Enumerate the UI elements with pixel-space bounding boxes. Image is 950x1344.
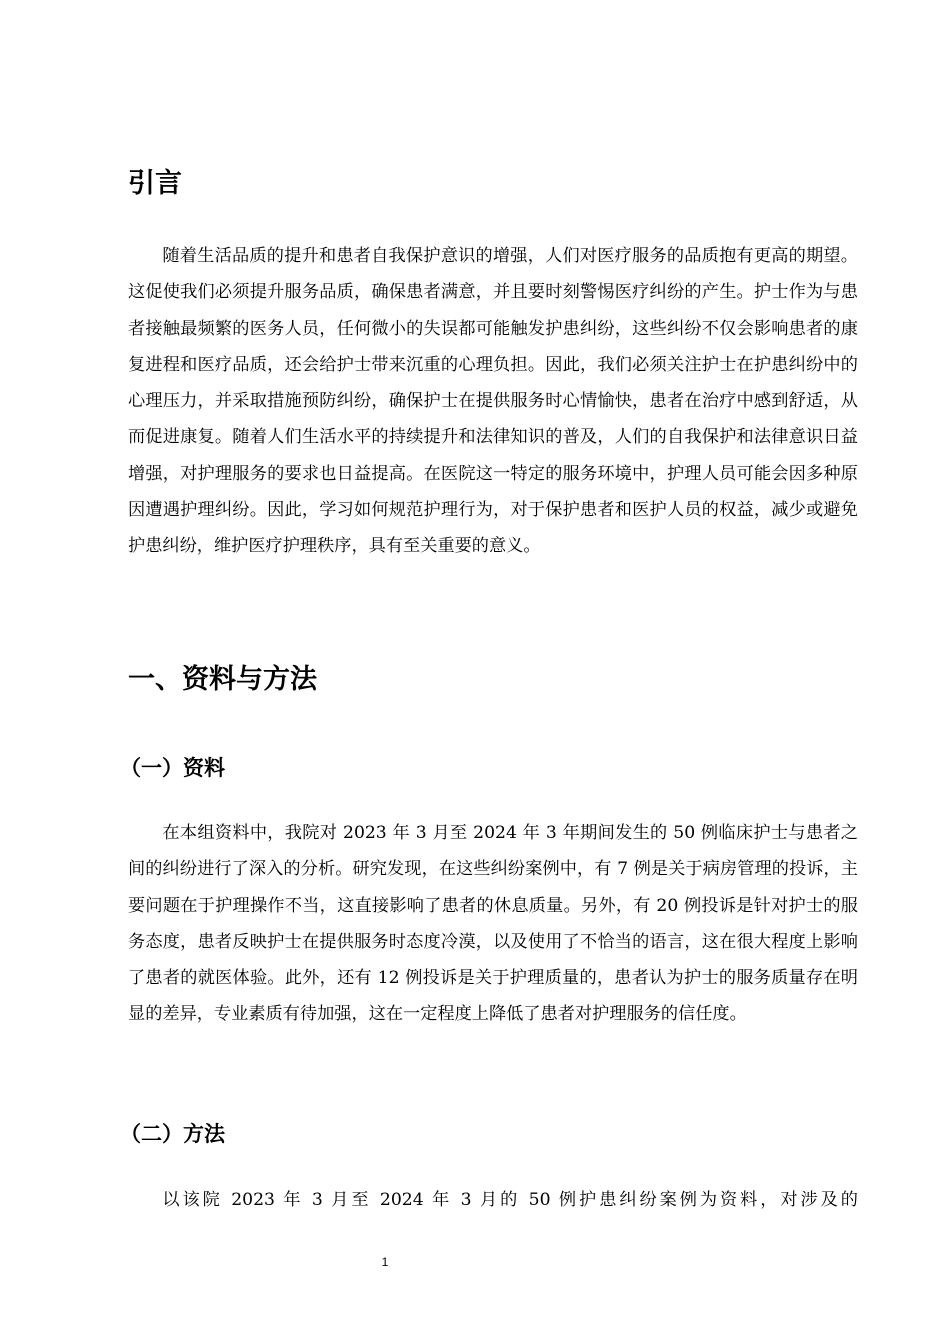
- methods-paragraph: 以该院 2023 年 3 月至 2024 年 3 月的 50 例护患纠纷案例为资料，对涉及的: [162, 1190, 858, 1210]
- materials-paragraph: 在本组资料中，我院对 2023 年 3 月至 2024 年 3 年期间发生的 50 例临床护士与患者之间的纠纷进行了深入的分析。研究发现，在这些纠纷案例中，有 7 例是关于病房管理的投诉，主要问题在于护理操作不当，这直接影响了患者的休息质量。另外，有 20 例投诉是针对护士的服务态度，患者反映护士在提供服务时态度冷漠，以及使用了不恰当的语言，这在很大程度上影响了患者的就医体验。此外，还有 12 例投诉是关于护理质量的，患者认为护士的服务质量存在明显的差异，专业素质有待加强，这在一定程度上降低了患者对护理服务的信任度。: [128, 823, 858, 1025]
- subsection-heading-materials: （一）资料: [120, 756, 225, 780]
- intro-paragraph: 随着生活品质的提升和患者自我保护意识的增强，人们对医疗服务的品质抱有更高的期望。这促使我们必须提升服务品质，确保患者满意，并且要时刻警惕医疗纠纷的产生。护士作为与患者接触最频繁的医务人员，任何微小的失误都可能触发护患纠纷，这些纠纷不仅会影响患者的康复进程和医疗品质，还会给护士带来沉重的心理负担。因此，我们必须关注护士在护患纠纷中的心理压力，并采取措施预防纠纷，确保护士在提供服务时心情愉快，患者在治疗中感到舒适，从而促进康复。随着人们生活水平的持续提升和法律知识的普及，人们的自我保护和法律意识日益增强，对护理服务的要求也日益提高。在医院这一特定的服务环境中，护理人员可能会因多种原因遭遇护理纠纷。因此，学习如何规范护理行为，对于保护患者和医护人员的权益，减少或避免护患纠纷，维护医疗护理秩序，具有至关重要的意义。: [128, 246, 858, 557]
- intro-heading: 引言: [128, 168, 182, 199]
- section-heading-materials-methods: 一、资料与方法: [128, 664, 317, 695]
- page-number: 1: [381, 1255, 389, 1269]
- subsection-heading-methods: （二）方法: [120, 1122, 225, 1146]
